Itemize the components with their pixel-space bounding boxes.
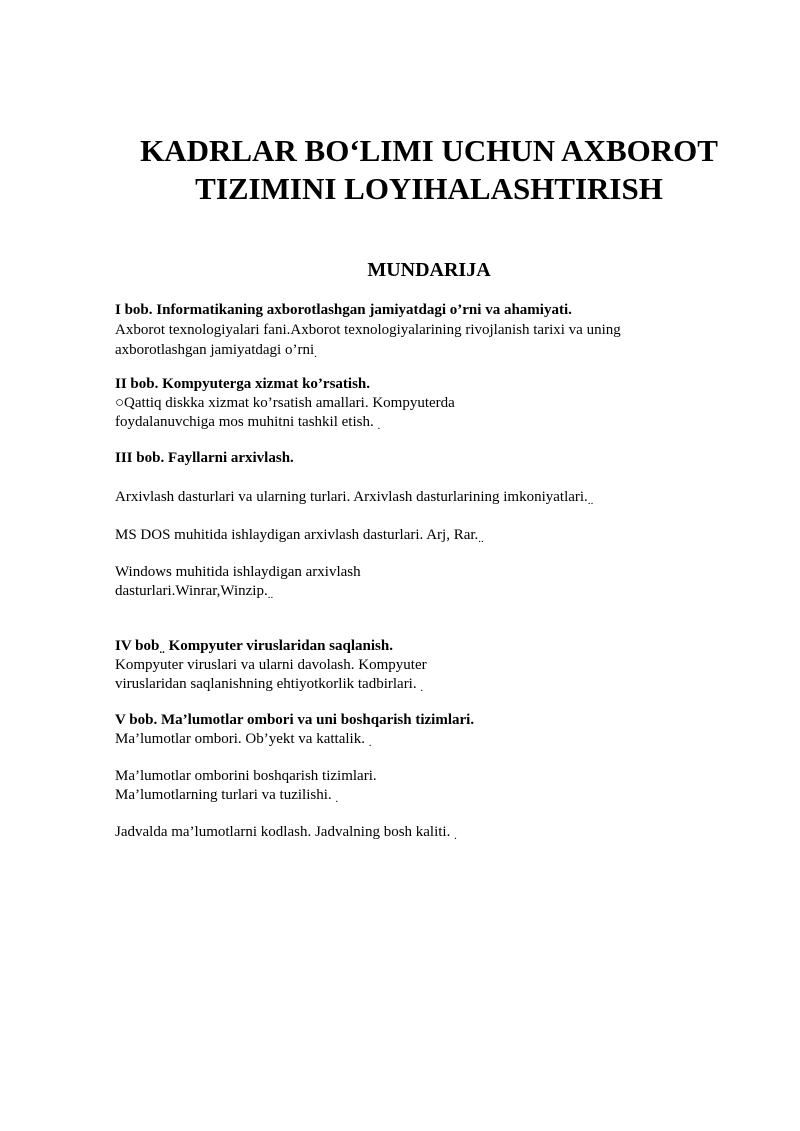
chapter-4-heading-rest: Kompyuter viruslaridan saqlanish.: [164, 638, 393, 654]
chapter-2-line-1: ○Qattiq diskka xizmat ko’rsatish amallari. Kompyuterda: [115, 395, 455, 411]
chapter-3-heading: III bob. Fayllarni arxivlash.: [115, 450, 294, 466]
chapter-5-entry-3-dots: .: [454, 830, 457, 842]
document-title: [100, 132, 758, 208]
chapter-1-line-2: [115, 340, 317, 364]
chapter-5-entry-1-text: Ma’lumotlar ombori. Ob’yekt va kattalik.: [115, 731, 369, 747]
chapter-2-line-2-text: foydalanuvchiga mos muhitni tashkil etish.: [115, 414, 378, 430]
chapter-2-line-2: [115, 412, 380, 436]
chapter-1-page-dots: .: [314, 348, 317, 360]
chapter-4-line-2-text: viruslaridan saqlanishning ehtiyotkorlik tadbirlari.: [115, 676, 421, 692]
toc-heading: MUNDARIJA: [367, 259, 491, 281]
chapter-4-line-2: [115, 674, 423, 698]
chapter-3-entry-2-dots: ..: [478, 533, 484, 545]
chapter-3-entry-1: [115, 487, 593, 511]
document-title-line-1: KADRLAR BO‘LIMI UCHUN AXBOROT: [140, 133, 718, 168]
chapter-5-entry-2-dots: .: [335, 793, 339, 805]
chapter-5-heading: V bob. Ma’lumotlar ombori va uni boshqarish tizimlari.: [115, 712, 475, 728]
chapter-3-entry-3-line-2: [115, 581, 273, 605]
chapter-5-entry-2-line-2-text: Ma’lumotlarning turlari va tuzilishi.: [115, 787, 336, 803]
chapter-1-heading: I bob. Informatikaning axborotlashgan jamiyatdagi o’rni va ahamiyati.: [115, 302, 572, 318]
chapter-5-entry-3-text: Jadvalda ma’lumotlarni kodlash. Jadvalning bosh kaliti.: [115, 824, 455, 840]
chapter-5-entry-1-dots: .: [368, 737, 372, 749]
chapter-3-entry-2-text: MS DOS muhitida ishlaydigan arxivlash dasturlari. Arj, Rar.: [115, 527, 479, 543]
chapter-2-heading: II bob. Kompyuterga xizmat ko’rsatish.: [115, 376, 371, 392]
chapter-3-entry-2: [115, 525, 484, 549]
chapter-5-entry-1: [115, 729, 371, 753]
chapter-3-entry-1-text: Arxivlash dasturlari va ularning turlari. Arxivlash dasturlarining imkoniyatlari.: [115, 489, 588, 505]
chapter-1-line-1: Axborot texnologiyalari fani.Axborot texnologiyalarining rivojlanish tarixi va uning: [115, 322, 621, 338]
chapter-4-page-dots: .: [420, 682, 424, 694]
chapter-5-entry-2-line-2: [115, 785, 338, 809]
chapter-5-entry-3: [115, 822, 457, 846]
chapter-1-line-2-text: axborotlashgan jamiyatdagi o’rni: [115, 342, 315, 358]
chapter-2-page-dots: .: [377, 420, 381, 432]
chapter-3-entry-3-line-1: Windows muhitida ishlaydigan arxivlash: [115, 564, 361, 580]
chapter-3-entry-3-line-2-text: dasturlari.Winrar,Winzip.: [115, 583, 268, 599]
chapter-4-heading-prefix: IV bob: [115, 638, 160, 654]
document-title-line-2: TIZIMINI LOYIHALASHTIRISH: [195, 171, 663, 206]
chapter-5-entry-2-line-1: Ma’lumotlar omborini boshqarish tizimlari.: [115, 768, 377, 784]
chapter-4-heading-dots: ..: [159, 644, 165, 656]
chapter-3-entry-1-dots: ..: [587, 495, 594, 507]
chapter-3-entry-3-dots: ..: [267, 589, 274, 601]
chapter-4-line-1: Kompyuter viruslari va ularni davolash. Kompyuter: [115, 657, 427, 673]
